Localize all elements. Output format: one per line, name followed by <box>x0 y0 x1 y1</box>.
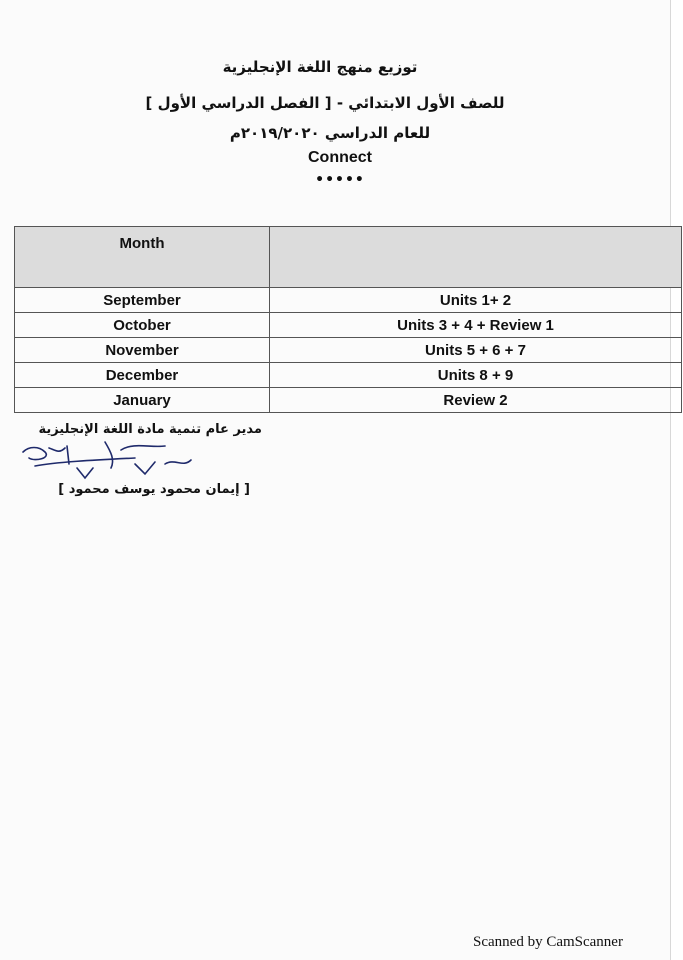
month-cell: November <box>15 338 270 363</box>
content-cell: Units 3 + 4 + Review 1 <box>270 313 682 338</box>
content-cell: Units 5 + 6 + 7 <box>270 338 682 363</box>
content-cell: Units 8 + 9 <box>270 363 682 388</box>
dots-divider: ••••• <box>315 172 365 188</box>
heading-line-1: توزيع منهج اللغة الإنجليزية <box>222 58 418 76</box>
month-cell: September <box>15 288 270 313</box>
heading-line-2: للصف الأول الابتدائي - [ الفصل الدراسي الأول ] <box>145 94 505 112</box>
table-row <box>15 363 682 388</box>
column-header-month: Month <box>15 227 270 288</box>
table-row <box>15 338 682 363</box>
content-cell: Review 2 <box>270 388 682 413</box>
table-row <box>15 288 682 313</box>
table-row <box>15 388 682 413</box>
signatory-name: [ إيمان محمود يوسف محمود ] <box>58 482 250 497</box>
schedule-table <box>14 226 682 413</box>
content-cell: Units 1+ 2 <box>270 288 682 313</box>
heading-line-3: للعام الدراسي ٢٠١٩/٢٠٢٠م <box>229 124 431 142</box>
month-cell: October <box>15 313 270 338</box>
month-cell: December <box>15 363 270 388</box>
month-cell: January <box>15 388 270 413</box>
column-header-content <box>270 227 682 288</box>
table-header-row <box>15 227 682 288</box>
handwritten-signature <box>15 438 215 482</box>
course-title: Connect <box>308 149 372 166</box>
signatory-title: مدير عام تنمية مادة اللغة الإنجليزية <box>38 422 262 437</box>
scanner-watermark: Scanned by CamScanner <box>473 934 623 950</box>
table-row <box>15 313 682 338</box>
